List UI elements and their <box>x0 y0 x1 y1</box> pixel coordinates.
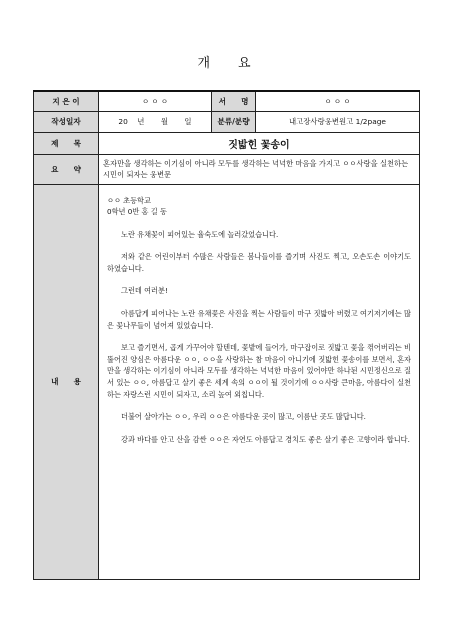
date-year-unit: 년 <box>137 117 145 126</box>
date-month-unit: 월 <box>160 117 168 126</box>
date-label: 작성일자 <box>34 111 99 132</box>
content-paragraph: 노란 유채꽃이 피어있는 율숙도에 놀러갔었습니다. <box>121 229 279 239</box>
title-right-char: 요 <box>238 56 253 71</box>
category-value: 내고장사랑웅변원고 1/2page <box>256 111 420 132</box>
subject-label: 제 목 <box>34 132 99 154</box>
summary-text: 혼자만을 생각하는 이기심이 아니라 모두를 생각하는 넉넉한 마음을 가지고 ㅇㅇ사랑을 실천하는 시민이 되자는 웅변문 <box>99 154 420 184</box>
author-label: 지 은 이 <box>34 91 99 111</box>
author-row <box>34 91 420 111</box>
subject-value: 짓밟힌 꽃송이 <box>99 132 420 154</box>
student-name: 0학년 0반 홍 길 동 <box>107 207 167 217</box>
content-paragraph: 아름답게 피어나는 노란 유채꽃은 사진을 찍는 사람들이 마구 짓밟아 버렸고 여기저기에는 많은 꽃나무들이 넘어져 있었습니다. <box>107 309 411 330</box>
content-row <box>34 184 420 580</box>
title-left-char: 개 <box>197 56 212 71</box>
content-body <box>99 184 420 580</box>
content-paragraph: 그런데 여러분! <box>121 286 168 296</box>
content-paragraph: 저와 같은 어린이부터 수많은 사람들은 봄나들이를 즐기며 사진도 찍고, 오손도손 이야기도 하였습니다. <box>107 252 411 273</box>
content-paragraph: 더불어 살아가는 ㅇㅇ, 우리 ㅇㅇ은 아름다운 곳이 많고, 이름난 곳도 많답니다. <box>121 412 366 422</box>
category-label: 분류/분량 <box>212 111 256 132</box>
subject-row <box>34 132 420 154</box>
date-value <box>99 111 212 132</box>
content-paragraph: 보고 즐기면서, 곱게 가꾸어야 할텐데, 꽃밭에 들어가, 마구잡이로 짓밟고 꽃을 꺾어버리는 비뚤어진 양심은 아름다운 ㅇㅇ, ㅇㅇ을 사랑하는 참 마음이 아니기에 짓밟힌 꽃송이를 보면서, 혼자만을 생각하는 이기심이 아니라 모두를 생각하는 넉넉한 마음이 있어야만 하나된 시민정신으로 질서 있는 ㅇㅇ, 아름답고 살기 좋은 세계 속의 ㅇㅇ이 될 것이기에 ㅇㅇ사랑 큰마음, 아름다이 실천하는 자랑스런 시민이 되자고, 소리 높여 외칩니다. <box>107 343 411 399</box>
content-paragraph: 강과 바다를 안고 산을 감싼 ㅇㅇ은 자연도 아름답고 경치도 좋은 살기 좋은 고향이라 합니다. <box>121 434 410 444</box>
summary-label: 요 약 <box>34 154 99 184</box>
summary-form-table <box>33 90 420 580</box>
date-year: 20 <box>118 117 128 126</box>
school-name: ㅇㅇ 초등학교 <box>107 195 151 205</box>
date-row <box>34 111 420 132</box>
summary-row <box>34 154 420 184</box>
signature-label: 서 명 <box>212 91 256 111</box>
signature-value: ㅇ ㅇ ㅇ <box>256 91 420 111</box>
author-value: ㅇ ㅇ ㅇ <box>99 91 212 111</box>
document-title <box>0 52 450 71</box>
content-label: 내 용 <box>34 184 99 580</box>
date-day-unit: 일 <box>184 117 192 126</box>
